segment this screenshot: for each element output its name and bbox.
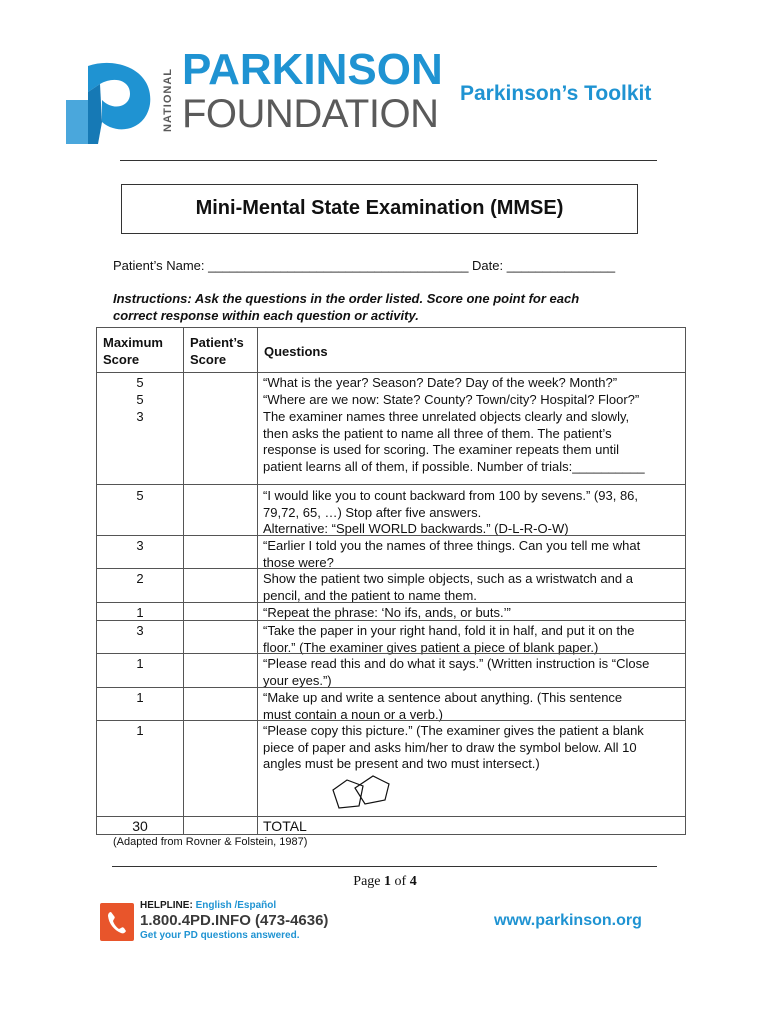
instructions [113, 290, 673, 324]
question-text: “I would like you to count backward from 100 by sevens.” (93, 86, 79,72, 65, …) Stop after five answers. Alternative: “Spell WORLD backwards.” (D-L-R-O-W) [263, 488, 639, 536]
header-patient-score: Patient’s Score [190, 335, 244, 367]
helpline-heading: HELPLINE: English /Español [140, 900, 277, 911]
helpline-tagline: Get your PD questions answered. [140, 930, 300, 941]
phone-icon [100, 903, 134, 941]
website-link[interactable]: www.parkinson.org [494, 912, 642, 929]
document-title-box [121, 184, 638, 234]
row-divider [97, 535, 685, 536]
row-divider [97, 720, 685, 721]
total-label: TOTAL [263, 818, 307, 834]
row-divider [97, 602, 685, 603]
max-score: 5 [136, 392, 144, 407]
max-score: 1 [136, 605, 144, 620]
question-text: “Earlier I told you the names of three things. Can you tell me what those were? [263, 538, 641, 570]
max-score: 1 [136, 690, 144, 705]
question-text: “Please read this and do what it says.” (Written instruction is “Close your eyes.”) [263, 656, 650, 688]
header-questions: Questions [264, 344, 328, 359]
instructions-line: correct response within each question or activity. [113, 308, 419, 323]
row-divider [97, 620, 685, 621]
column-divider [183, 328, 184, 834]
question-text: “Make up and write a sentence about anything. (This sentence must contain a noun or a verb.) [263, 690, 623, 722]
max-score: 3 [136, 409, 144, 424]
instructions-line: Instructions: Ask the questions in the order listed. Score one point for each [113, 291, 580, 306]
max-score: 1 [136, 723, 144, 738]
question-text: “Where are we now: State? County? Town/city? Hospital? Floor?” [263, 392, 640, 407]
column-divider [257, 328, 258, 834]
max-score: 5 [136, 375, 144, 390]
question-text: “Repeat the phrase: ‘No ifs, ands, or buts.’” [263, 605, 511, 620]
logo-parkinson-text: PARKINSON [182, 45, 443, 94]
mmse-table [96, 327, 686, 835]
max-score: 1 [136, 656, 144, 671]
header-divider [97, 372, 685, 373]
national-parkinson-foundation-logo [58, 44, 443, 154]
source-citation: (Adapted from Rovner & Folstein, 1987) [113, 836, 308, 848]
question-text: Show the patient two simple objects, such as a wristwatch and a pencil, and the patient to name them. [263, 571, 633, 603]
row-divider [97, 687, 685, 688]
footer-divider [112, 866, 657, 867]
logo-foundation-text: FOUNDATION [182, 92, 439, 136]
helpline-number: 1.800.4PD.INFO (473-4636) [140, 912, 329, 929]
document-title: Mini-Mental State Examination (MMSE) [195, 197, 564, 219]
total-max-score: 30 [132, 818, 148, 834]
row-divider [97, 568, 685, 569]
max-score: 3 [136, 538, 144, 553]
max-score: 3 [136, 623, 144, 638]
foundation-logo-mark-icon [58, 52, 158, 152]
question-text: “What is the year? Season? Date? Day of the week? Month?” [263, 375, 618, 390]
row-divider [97, 484, 685, 485]
header-max-score: Maximum Score [103, 335, 163, 367]
question-text: “Please copy this picture.” (The examiner gives the patient a blank piece of paper and asks him/her to draw the symbol below. All 10 angles must be present and two must intersect.) [263, 723, 644, 771]
question-text: The examiner names three unrelated objects clearly and slowly, then asks the patient to name all three of them. The patient’s response is used for scoring. The examiner repeats them until patient learns all of them, if possible. Number of trials:__________ [263, 409, 645, 474]
question-text: “Take the paper in your right hand, fold it in half, and put it on the floor.” (The examiner gives patient a piece of blank paper.) [263, 623, 635, 655]
header-divider [120, 160, 657, 161]
max-score: 2 [136, 571, 144, 586]
toolkit-title: Parkinson’s Toolkit [460, 82, 652, 105]
intersecting-pentagons-figure [329, 774, 409, 814]
logo-national-text: NATIONAL [162, 68, 174, 133]
patient-name-date-line: Patient’s Name: ____________________________________ Date: _______________ [113, 258, 616, 273]
row-divider [97, 653, 685, 654]
page-number: Page 1 of 4 [353, 874, 417, 889]
total-divider [97, 816, 685, 817]
max-score: 5 [136, 488, 144, 503]
